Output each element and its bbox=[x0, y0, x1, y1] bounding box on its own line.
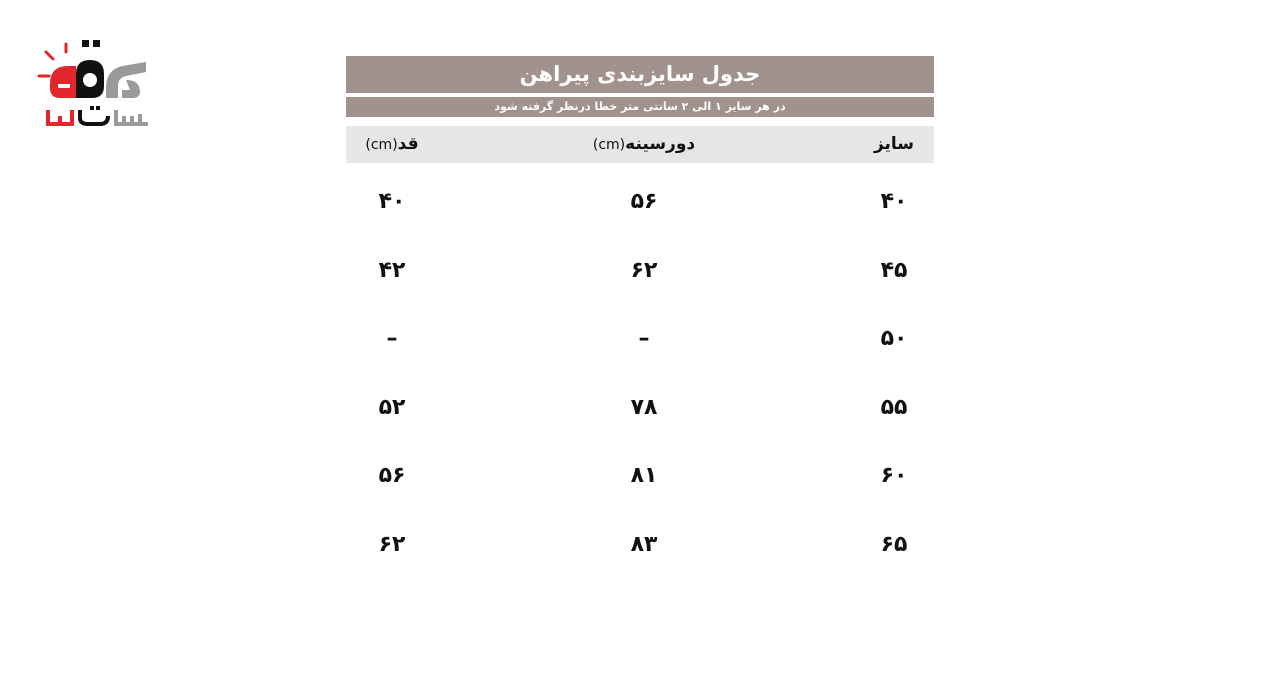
table-row bbox=[346, 300, 934, 369]
header-size bbox=[814, 126, 974, 163]
header-size-label: سایز bbox=[873, 134, 915, 154]
table-row bbox=[346, 232, 934, 301]
size-cell: ۵۰ bbox=[880, 326, 908, 351]
chart-subtitle: در هر سایز ۱ الی ۲ سانتی متر خطا درنظر گرفته شود bbox=[346, 97, 934, 117]
chest-cell: ۶۲ bbox=[630, 257, 658, 283]
size-cell: ۵۵ bbox=[880, 394, 908, 420]
chest-cell: ۸۱ bbox=[630, 463, 658, 488]
brand-logo-icon bbox=[36, 36, 154, 132]
header-height-unit: (cm) bbox=[365, 137, 398, 153]
table-row bbox=[346, 369, 934, 438]
height-cell: ۴۰ bbox=[378, 189, 406, 214]
header-height bbox=[312, 126, 472, 164]
table-row bbox=[346, 437, 934, 506]
size-cell: ۶۵ bbox=[880, 531, 908, 557]
table-header-row bbox=[346, 126, 934, 163]
size-cell: ۴۰ bbox=[880, 189, 908, 214]
size-chart bbox=[346, 56, 934, 574]
table-row bbox=[346, 506, 934, 575]
height-cell: ۴۲ bbox=[378, 257, 406, 283]
header-chest-label: دورسینه bbox=[625, 134, 696, 154]
height-cell: ۵۶ bbox=[378, 463, 406, 488]
height-cell: ۵۲ bbox=[378, 394, 406, 420]
height-cell: ۶۲ bbox=[378, 531, 406, 557]
chest-cell: ۸۳ bbox=[630, 531, 658, 557]
header-chest-unit: (cm) bbox=[592, 137, 626, 153]
chart-title: جدول سایزبندی پیراهن bbox=[346, 56, 934, 93]
size-cell: ۶۰ bbox=[880, 463, 908, 488]
header-height-label: قد bbox=[397, 134, 419, 154]
table-body bbox=[346, 163, 934, 574]
brand-logo[interactable] bbox=[36, 36, 154, 132]
chest-cell: ۷۸ bbox=[630, 394, 658, 420]
chest-cell: ۵۶ bbox=[630, 189, 658, 214]
table-row bbox=[346, 163, 934, 232]
header-chest bbox=[564, 126, 724, 164]
height-cell: – bbox=[386, 326, 398, 351]
size-cell: ۴۵ bbox=[880, 257, 908, 283]
chest-cell: – bbox=[638, 326, 650, 351]
